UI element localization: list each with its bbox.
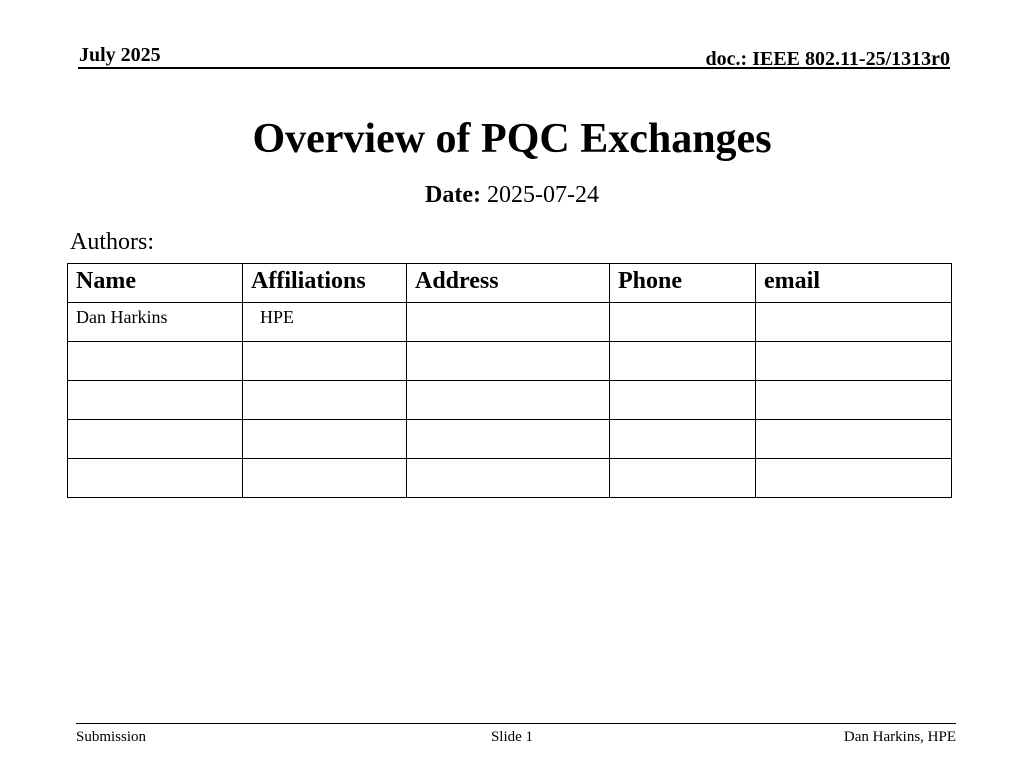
cell-address: [407, 459, 610, 498]
header-doc-id: doc.: IEEE 802.11-25/1313r0: [705, 48, 950, 70]
authors-label: Authors:: [70, 229, 154, 255]
cell-affiliations: [243, 381, 407, 420]
slide-title: Overview of PQC Exchanges: [252, 116, 772, 162]
cell-email: [756, 420, 952, 459]
cell-phone: [610, 381, 756, 420]
column-header-affiliations: Affiliations: [243, 264, 407, 303]
cell-affiliations: [243, 342, 407, 381]
cell-phone: [610, 303, 756, 342]
table-row: [68, 459, 952, 498]
cell-address: [407, 381, 610, 420]
date-label: Date:: [425, 182, 481, 208]
cell-affiliations: [243, 420, 407, 459]
cell-email: [756, 342, 952, 381]
cell-name: [68, 342, 243, 381]
cell-email: [756, 459, 952, 498]
cell-name: [68, 459, 243, 498]
cell-phone: [610, 459, 756, 498]
header-divider: [78, 67, 950, 69]
footer-submission: Submission: [76, 729, 147, 745]
table-row: [68, 303, 952, 342]
footer-slide-number: Slide 1: [490, 729, 534, 745]
date-value: 2025-07-24: [486, 182, 599, 208]
column-header-phone: Phone: [610, 264, 756, 303]
cell-name: [68, 381, 243, 420]
column-header-address: Address: [407, 264, 610, 303]
footer-author: Dan Harkins, HPE: [843, 729, 956, 745]
table-header-row: [68, 264, 952, 303]
cell-name: [68, 420, 243, 459]
column-header-name: Name: [68, 264, 243, 303]
authors-table: [67, 263, 952, 498]
cell-affiliations: HPE: [243, 303, 407, 342]
cell-phone: [610, 342, 756, 381]
table-row: [68, 420, 952, 459]
column-header-email: email: [756, 264, 952, 303]
footer-divider: [76, 723, 956, 724]
cell-email: [756, 381, 952, 420]
cell-name: Dan Harkins: [68, 303, 243, 342]
table-row: [68, 381, 952, 420]
cell-address: [407, 420, 610, 459]
cell-affiliations: [243, 459, 407, 498]
cell-email: [756, 303, 952, 342]
date-line: [0, 181, 1024, 209]
cell-address: [407, 342, 610, 381]
cell-phone: [610, 420, 756, 459]
cell-address: [407, 303, 610, 342]
table-row: [68, 342, 952, 381]
header-date: July 2025: [79, 44, 161, 66]
